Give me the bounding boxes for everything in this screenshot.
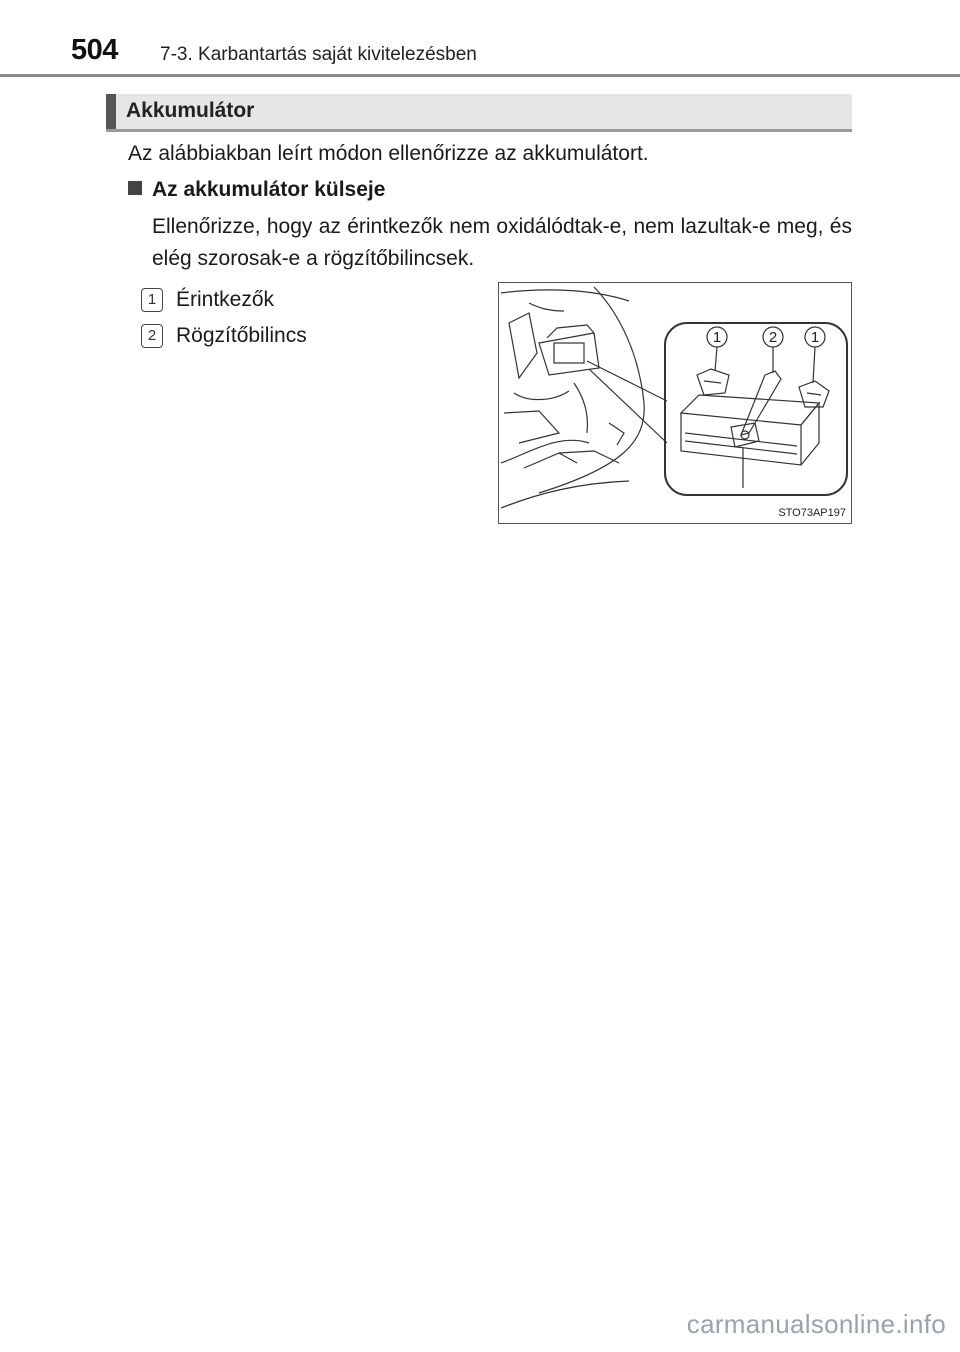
section-title: Akkumulátor — [126, 99, 255, 122]
callout-label: 2 — [768, 329, 778, 346]
battery-illustration — [499, 283, 852, 524]
legend-item — [141, 288, 274, 314]
legend-label: Rögzítőbilincs — [176, 324, 307, 347]
page-number: 504 — [71, 34, 118, 66]
legend-item — [141, 324, 307, 350]
subheading — [128, 178, 385, 202]
subheading-text: Az akkumulátor külseje — [152, 178, 386, 201]
figure-code: STO73AP197 — [778, 507, 846, 519]
battery-figure — [498, 282, 852, 524]
legend-number: 1 — [141, 288, 163, 312]
header-rule — [0, 74, 960, 77]
callout-label: 1 — [712, 329, 722, 346]
legend-label: Érintkezők — [176, 288, 275, 311]
body-text: Ellenőrizze, hogy az érintkezők nem oxidálódtak-e, nem lazultak-e meg, és elég szorosak-e a rögzítőbilincsek. — [152, 215, 852, 270]
chapter-title: 7-3. Karbantartás saját kivitelezésben — [160, 44, 477, 65]
legend-number: 2 — [141, 324, 163, 348]
section-heading-bar — [106, 94, 852, 132]
section-bar-accent — [106, 94, 116, 129]
intro-text: Az alábbiakban leírt módon ellenőrizze az akkumulátort. — [128, 142, 649, 165]
callout-label: 1 — [810, 329, 820, 346]
square-bullet-icon — [128, 181, 142, 195]
watermark: carmanualsonline.info — [686, 1309, 946, 1339]
